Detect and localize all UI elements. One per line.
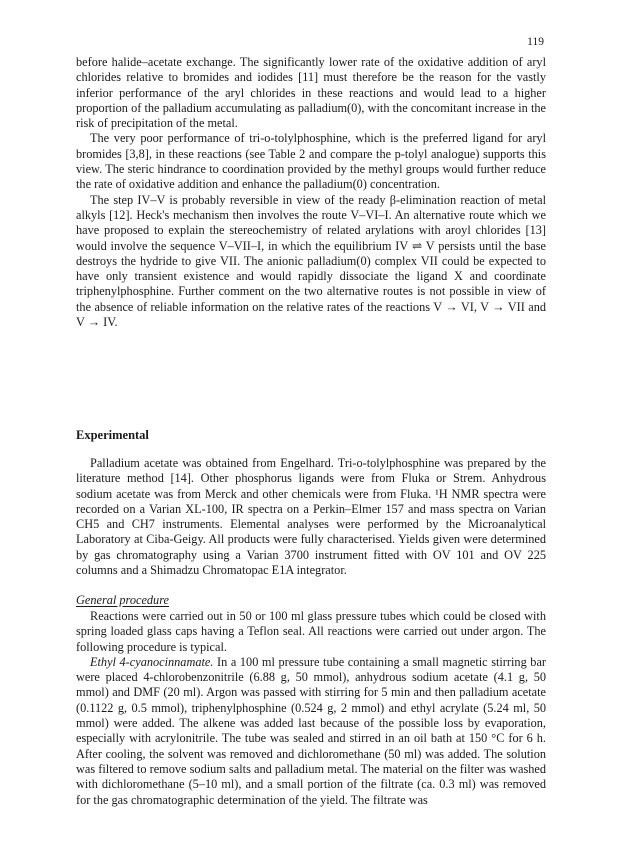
page-number: 119 [527, 36, 544, 48]
discussion-paragraph-3: The step IV–V is probably reversible in view of the ready β-elimination reaction of metal alkyls [12]. Heck's mechanism then involves the route V–VI–I. An alternative route which we have proposed to explain the stereochemistry of related arylations with aroyl chlorides [13] would involve the sequence V–VII–I, in which the equilibrium IV ⇌ V persists until the base destroys the hydride to give VII. The anionic palladium(0) complex VII could be expected to have only transient existence and would rapidly dissociate the ligand X and coordinate triphenylphosphine. Further comment on the two alternative routes is not possible in view of the absence of reliable information on the relative rates of the reactions V → VI, V → VII and V → IV. [76, 192, 546, 330]
section-heading-experimental: Experimental [76, 428, 149, 442]
example-paragraph [76, 655, 546, 808]
subsection-heading-general-procedure: General procedure [76, 593, 169, 607]
example-text: In a 100 ml pressure tube containing a small magnetic stirring bar were placed 4-chlorobenzonitrile (6.88 g, 50 mmol), anhydrous sodium acetate (4.1 g, 50 mmol) and DMF (20 ml). Argon was passed with stirring for 5 min and then palladium acetate (0.1122 g, 0.5 mmol), triphenylphosphine (0.524 g, 2 mmol) and ethyl acrylate (5.24 ml, 50 mmol) were added. The alkene was added last because of the possible loss by evaporation, especially with acrylonitrile. The tube was sealed and stirred in an oil bath at 150 °C for 6 h. After cooling, the solvent was removed and dichloromethane (50 ml) was added. The solution was filtered to remove sodium salts and palladium metal. The material on the filter was washed with dichloromethane (5–10 ml), and a small portion of the filtrate (ca. 0.3 ml) was removed for the gas chromatographic determination of the yield. The filtrate was [76, 654, 546, 807]
experimental-block [76, 456, 546, 578]
example-title: Ethyl 4-cyanocinnamate. [90, 654, 214, 669]
general-procedure-paragraph: Reactions were carried out in 50 or 100 ml glass pressure tubes which could be closed with spring loaded glass caps having a Teflon seal. All reactions were carried out under argon. The following procedure is typical. [76, 609, 546, 654]
experimental-paragraph: Palladium acetate was obtained from Engelhard. Tri-o-tolylphosphine was prepared by the literature method [14]. Other phosphorus ligands were from Fluka or Strem. Anhydrous sodium acetate was from Merck and other chemicals were from Fluka. ¹H NMR spectra were recorded on a Varian XL-100, IR spectra on a Perkin–Elmer 157 and mass spectra on Varian CH5 and CH7 instruments. Elemental analyses were performed by the Microanalytical Laboratory at Ciba-Geigy. All products were fully characterised. Yields given were determined by gas chromatography using a Varian 3700 instrument fitted with OV 101 and OV 225 columns and a Shimadzu Chromatopac E1A integrator. [76, 456, 546, 578]
discussion-block [76, 55, 546, 330]
procedure-block [76, 609, 546, 808]
discussion-paragraph-2: The very poor performance of tri-o-tolylphosphine, which is the preferred ligand for aryl bromides [3,8], in these reactions (see Table 2 and compare the p-tolyl analogue) supports this view. The steric hindrance to coordination provided by the methyl groups would further reduce the rate of oxidative addition and enhance the palladium(0) concentration. [76, 131, 546, 192]
discussion-paragraph-1: before halide–acetate exchange. The significantly lower rate of the oxidative addition of aryl chlorides relative to bromides and iodides [11] must therefore be the reason for the vastly inferior performance of the aryl chlorides in these reactions and would lead to a higher proportion of the palladium accumulating as palladium(0), with the concomitant increase in the risk of precipitation of the metal. [76, 55, 546, 131]
